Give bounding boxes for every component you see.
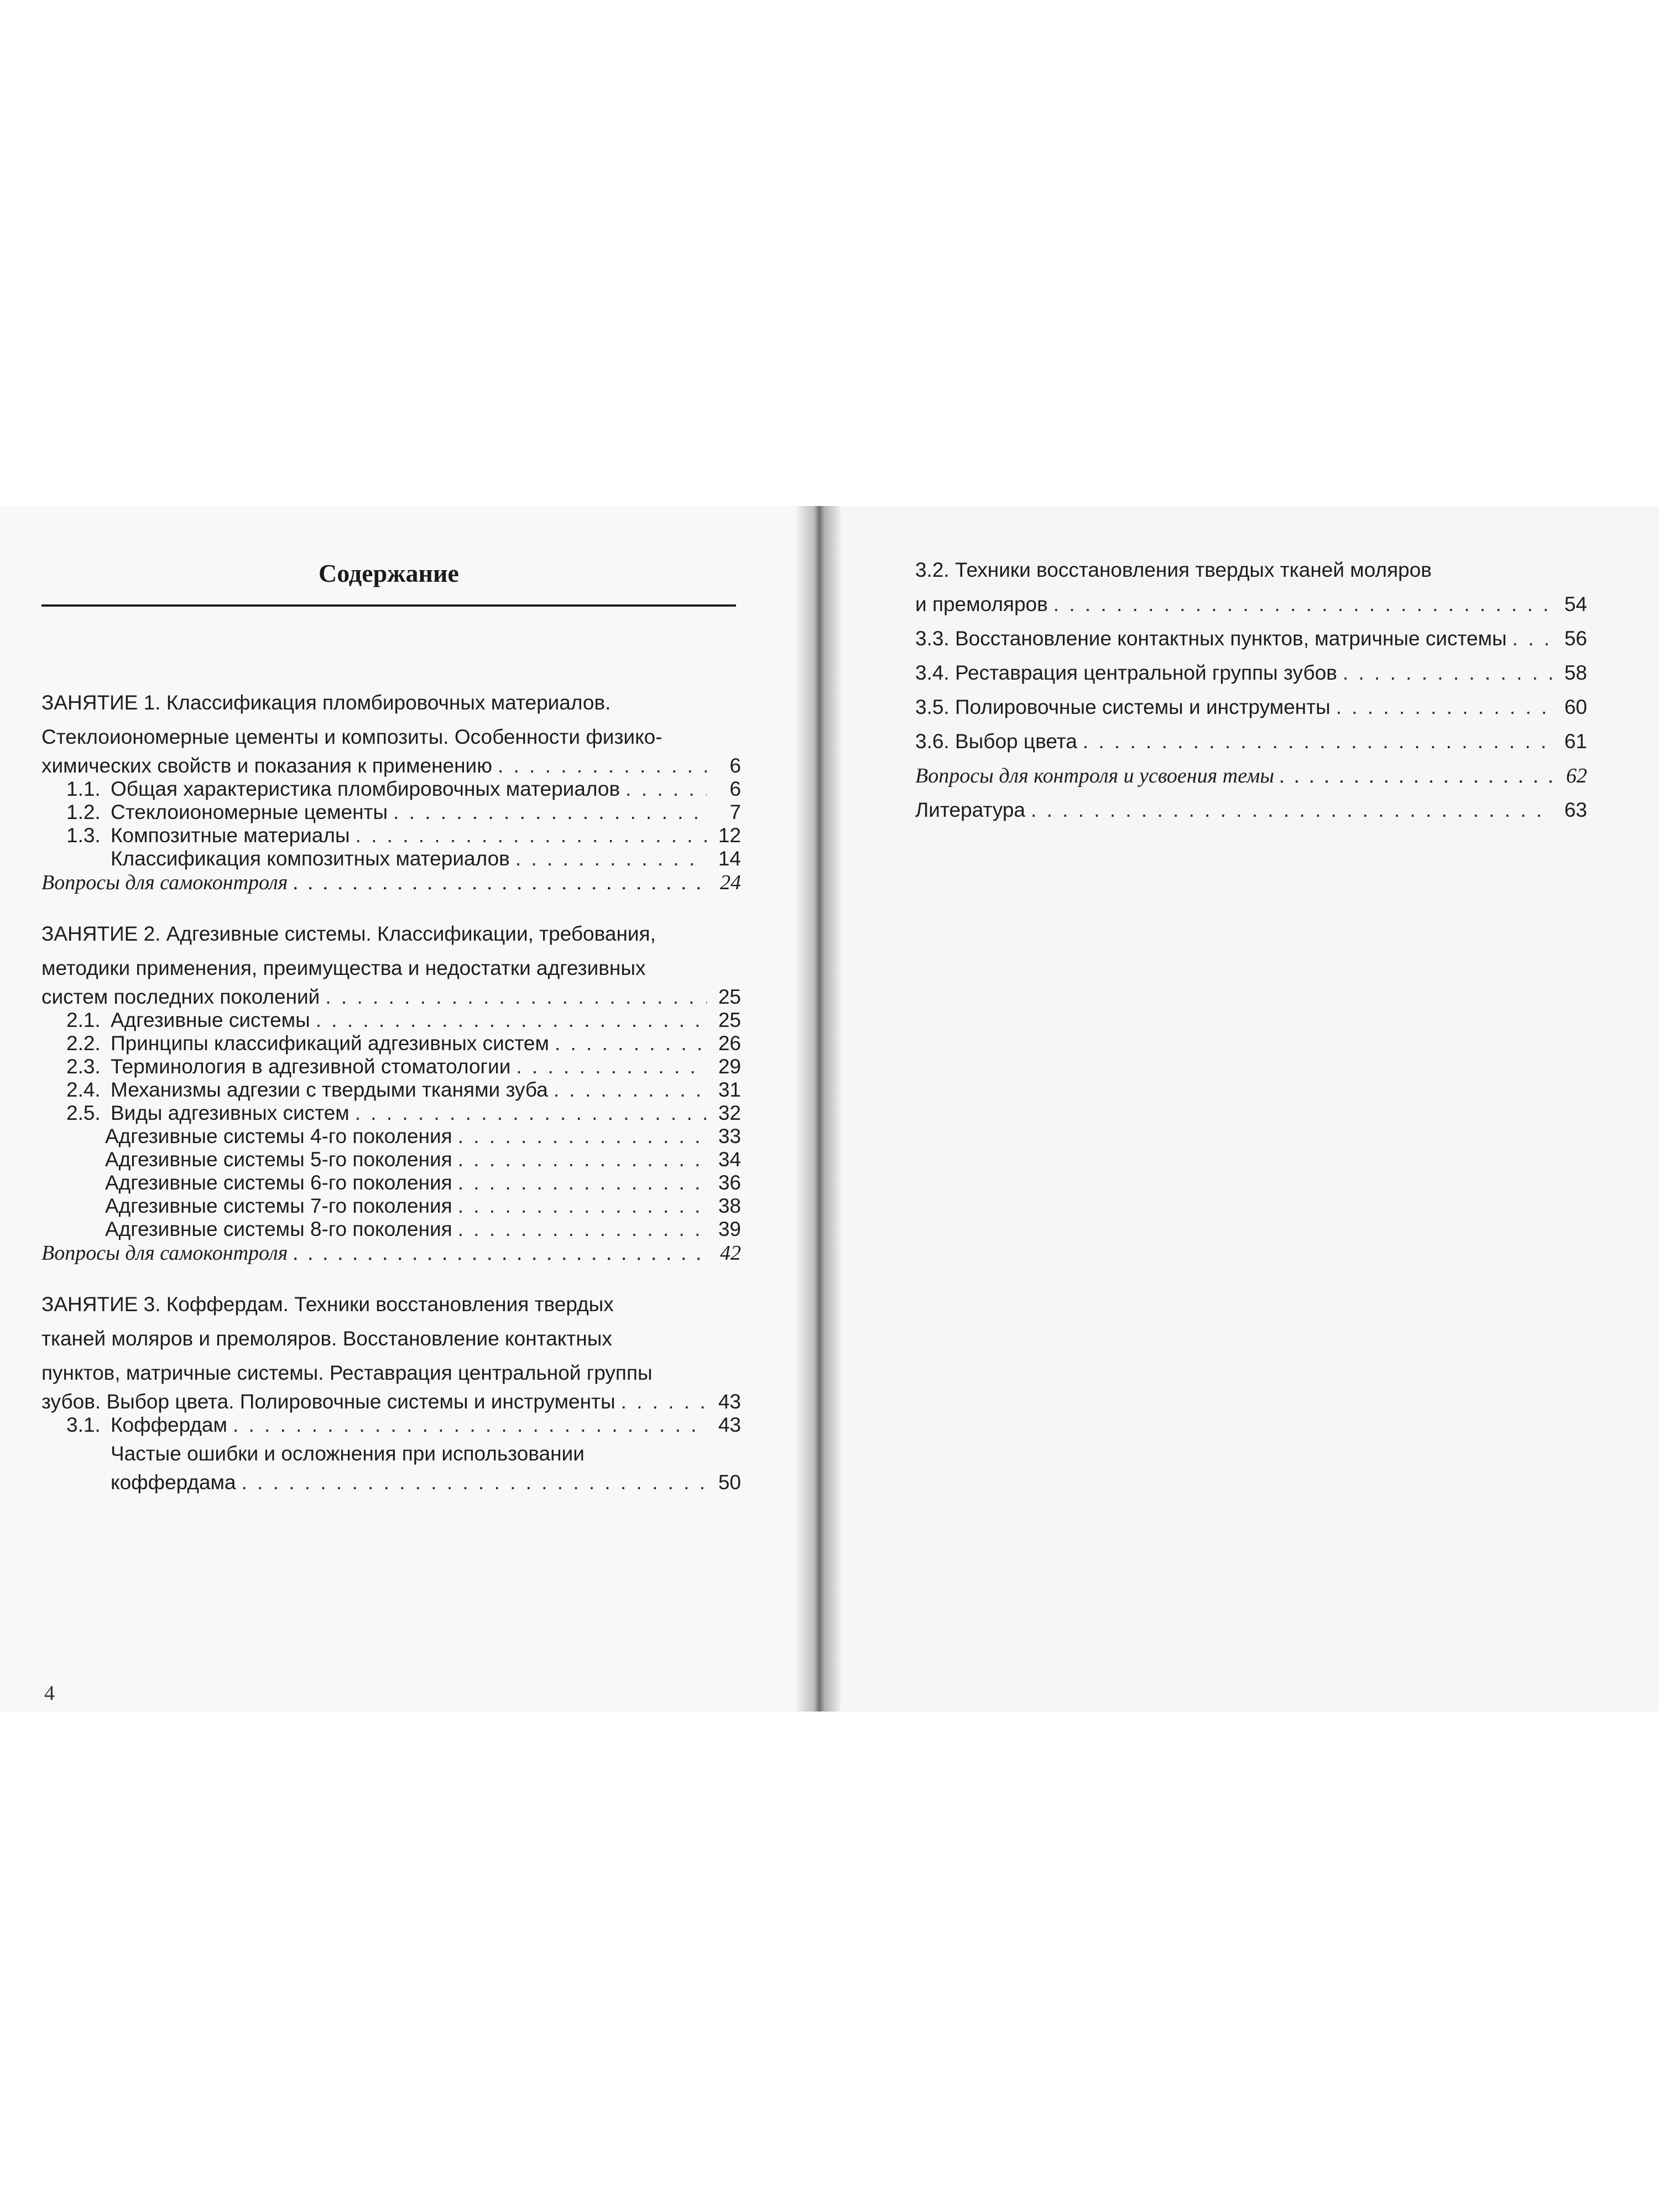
toc-entry-text: Классификация композитных материалов [111,847,510,870]
toc-page-number: 29 [718,1055,741,1078]
toc-page-number: 14 [718,847,741,870]
toc-entry-number: 2.2. [66,1032,101,1055]
toc-entry-text: Адгезивные системы 6-го поколения [105,1171,452,1194]
toc-entry-text: Механизмы адгезии с твердыми тканями зуба [111,1078,548,1101]
toc-entry [41,801,741,824]
toc-entry [915,724,1587,759]
toc-entry-line1: 3.2. Техники восстановления твердых тканей моляров [915,559,1432,581]
toc-entry-number: 2.1. [66,1009,101,1031]
toc-page-number: 6 [729,754,741,777]
toc-literature [915,793,1587,827]
toc-entry [915,656,1587,690]
toc-lesson-3-line3: пунктов, матричные системы. Реставрация центральной группы [41,1361,653,1384]
toc-page-number: 43 [718,1390,741,1413]
toc-entry-text: Адгезивные системы 4-го поколения [105,1125,452,1147]
toc-subentry-line1: Частые ошибки и осложнения при использовании [111,1442,585,1465]
dot-leader [1083,724,1553,759]
toc-page-number: 24 [720,871,741,894]
toc-subentry [41,847,741,870]
toc-page-number: 6 [729,778,741,800]
toc-entry-text: Стеклоиономерные цементы [111,801,388,823]
toc-page-number: 7 [729,801,741,823]
book-gutter [796,506,841,1712]
toc-entry-number: 3.1. [66,1413,101,1436]
toc-lesson-3-line2: тканей моляров и премоляров. Восстановление контактных [41,1327,612,1350]
dot-leader [1336,690,1553,724]
toc-entry-text: и премоляров [915,593,1048,615]
toc-subentry [41,1148,741,1171]
toc-entry-text: Терминология в адгезивной стоматологии [111,1055,511,1078]
dot-leader [355,1102,707,1125]
toc-page-number: 38 [718,1194,741,1217]
toc-page-number: 12 [718,824,741,847]
toc-entry-text: Адгезивные системы 7-го поколения [105,1194,452,1217]
toc-entry [915,587,1587,622]
toc-questions [41,870,741,895]
dot-leader [458,1148,707,1171]
toc-subentry [41,1125,741,1148]
toc-page-number: 33 [718,1125,741,1147]
dot-leader [1343,656,1553,690]
dot-leader [1053,587,1553,622]
toc-entry-text: систем последних поколений [41,985,320,1008]
dot-leader [356,824,707,847]
toc-page-number: 60 [1564,696,1587,718]
dot-leader [393,801,707,824]
toc-entry [41,824,741,847]
toc-entry [41,1055,741,1078]
toc-page-number: 43 [718,1413,741,1436]
toc-entry [915,622,1587,656]
dot-leader [325,985,707,1009]
toc-page-number: 54 [1564,593,1587,615]
toc-entry-number: 2.5. [66,1102,101,1124]
dot-leader [293,1241,707,1265]
toc-entry-number: 1.2. [66,801,101,823]
dot-leader [458,1171,707,1194]
toc-entry-text: 3.3. Восстановление контактных пунктов, матричные системы [915,627,1507,650]
toc-page-number: 50 [718,1471,741,1494]
toc-entry-number: 1.3. [66,824,101,847]
toc-questions [915,759,1587,793]
toc-page-number: 32 [718,1102,741,1124]
toc-page-number: 61 [1564,730,1587,753]
toc-entry-text: Композитные материалы [111,824,350,847]
toc-entry-text: Вопросы для самоконтроля [41,1241,288,1265]
toc-entry-text: 3.4. Реставрация центральной группы зубов [915,661,1337,684]
dot-leader [458,1125,707,1148]
toc-lesson-1-line2: Стеклоиономерные цементы и композиты. Особенности физико- [41,726,662,748]
toc-lesson-2-line2: методики применения, преимущества и недостатки адгезивных [41,957,646,979]
toc-page-number: 26 [718,1032,741,1055]
toc-entry-number: 1.1. [66,778,101,800]
toc-entry-text: Адгезивные системы [111,1009,310,1031]
toc-lesson-3-line1: ЗАНЯТИЕ 3. Коффердам. Техники восстановления твердых [41,1293,614,1316]
toc-page-number: 62 [1566,764,1587,787]
toc-page-number: 36 [718,1171,741,1194]
toc-page-number: 34 [718,1148,741,1171]
toc-page-number: 39 [718,1218,741,1240]
dot-leader [458,1194,707,1218]
toc-entry-text: Принципы классификаций адгезивных систем [111,1032,549,1055]
toc-entry [41,1032,741,1055]
dot-leader [316,1009,707,1032]
toc-subentry [41,1194,741,1218]
toc-entry [915,690,1587,724]
toc-subentry [41,1471,741,1494]
toc-questions [41,1241,741,1265]
toc-page-number: 25 [718,985,741,1008]
toc-entry-number: 2.3. [66,1055,101,1078]
dot-leader [458,1218,707,1241]
toc-left-column [41,686,741,1494]
toc-lesson-1-line1: ЗАНЯТИЕ 1. Классификация пломбировочных материалов. [41,691,611,714]
toc-entry [41,1078,741,1102]
dot-leader [515,847,707,870]
toc-entry-text: химических свойств и показания к применению [41,754,492,777]
toc-entry-text: 3.6. Выбор цвета [915,730,1077,753]
toc-lesson-3 [41,1287,741,1494]
toc-entry-text: зубов. Выбор цвета. Полировочные системы и инструменты [41,1390,615,1413]
page-title: Содержание [319,559,459,587]
toc-entry-text: Литература [915,799,1026,821]
dot-leader [516,1055,707,1078]
toc-entry [41,778,741,801]
toc-entry [41,1102,741,1125]
toc-subentry [41,1171,741,1194]
toc-page-number: 56 [1564,627,1587,650]
toc-entry-text: коффердама [111,1471,236,1494]
toc-entry-text: Коффердам [111,1413,227,1436]
toc-subentry [41,1218,741,1241]
toc-entry-text: Вопросы для контроля и усвоения темы [915,764,1275,787]
toc-page-number: 63 [1564,799,1587,821]
toc-lesson-2-line3 [41,985,741,1009]
dot-leader [242,1471,707,1494]
toc-right-column [915,553,1587,827]
toc-entry-text: Адгезивные системы 5-го поколения [105,1148,452,1171]
toc-page-number: 31 [718,1078,741,1101]
toc-entry-number: 2.4. [66,1078,101,1101]
dot-leader [1031,793,1553,827]
toc-entry-text: 3.5. Полировочные системы и инструменты [915,696,1331,718]
dot-leader [233,1413,707,1437]
toc-entry [41,1009,741,1032]
page-number: 4 [44,1682,55,1705]
dot-leader [293,870,707,895]
toc-page-number: 42 [720,1241,741,1265]
dot-leader [625,778,707,801]
toc-entry-text: Вопросы для самоконтроля [41,871,288,894]
dot-leader [621,1390,707,1413]
toc-page-number: 58 [1564,661,1587,684]
toc-lesson-1 [41,686,741,895]
toc-lesson-3-line4 [41,1390,741,1413]
toc-lesson-2-line1: ЗАНЯТИЕ 2. Адгезивные системы. Классификации, требования, [41,922,656,945]
toc-entry-text: Адгезивные системы 8-го поколения [105,1218,452,1240]
dot-leader [1280,759,1553,793]
dot-leader [1512,622,1553,656]
dot-leader [554,1078,707,1102]
toc-entry-text: Общая характеристика пломбировочных материалов [111,778,620,800]
toc-entry [41,1413,741,1437]
toc-lesson-1-line3 [41,754,741,778]
dot-leader [555,1032,707,1055]
title-divider [41,604,736,607]
toc-lesson-2 [41,917,741,1265]
toc-page-number: 25 [718,1009,741,1031]
dot-leader [498,754,707,778]
toc-entry-text: Виды адгезивных систем [111,1102,349,1124]
